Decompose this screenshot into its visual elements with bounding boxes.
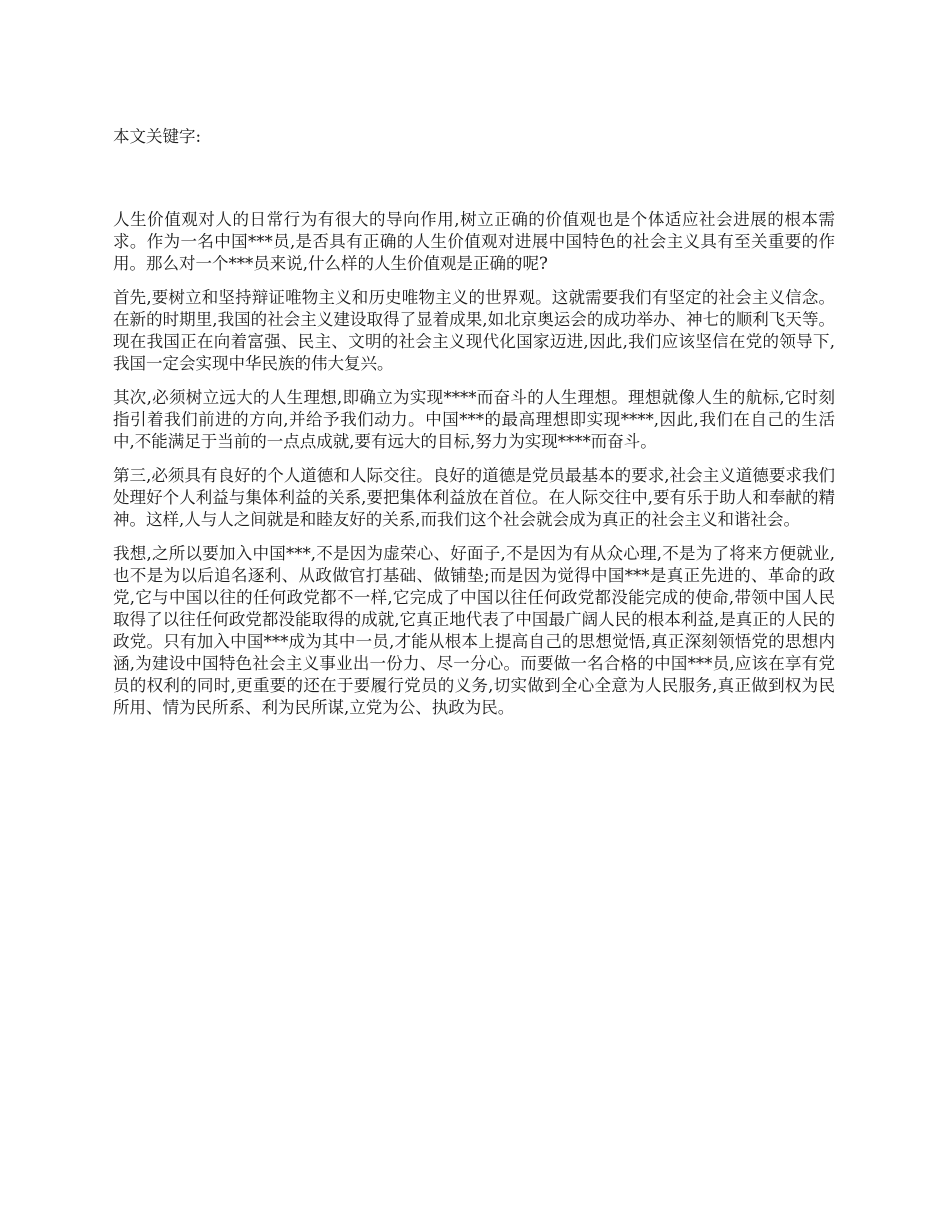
paragraph-second-point: 其次,必须树立远大的人生理想,即确立为实现****而奋斗的人生理想。理想就像人生的航标,它时刻指引着我们前进的方向,并给予我们动力。中国***的最高理想即实现****,因此,我们在自己的生活中,不能满足于当前的一点点成就,要有远大的目标,努力为实现****而奋斗。 [113,388,835,451]
paragraph-intro: 人生价值观对人的日常行为有很大的导向作用,树立正确的价值观也是个体适应社会进展的根本需求。作为一名中国***员,是否具有正确的人生价值观对进展中国特色的社会主义具有至关重要的作用。那么对一个***员来说,什么样的人生价值观是正确的呢? [113,210,835,273]
keywords-label: 本文关键字: [113,127,202,146]
document-body [113,126,835,731]
paragraph-third-point: 第三,必须具有良好的个人道德和人际交往。良好的道德是党员最基本的要求,社会主义道德要求我们处理好个人利益与集体利益的关系,要把集体利益放在首位。在人际交往中,要有乐于助人和奉献的精神。这样,人与人之间就是和睦友好的关系,而我们这个社会就会成为真正的社会主义和谐社会。 [113,466,835,529]
paragraph-first-point: 首先,要树立和坚持辩证唯物主义和历史唯物主义的世界观。这就需要我们有坚定的社会主义信念。在新的时期里,我国的社会主义建设取得了显着成果,如北京奥运会的成功举办、神七的顺利飞天等。现在我国正在向着富强、民主、文明的社会主义现代化国家迈进,因此,我们应该坚信在党的领导下,我国一定会实现中华民族的伟大复兴。 [113,288,835,373]
paragraph-conclusion: 我想,之所以要加入中国***,不是因为虚荣心、好面子,不是因为有从众心理,不是为了将来方便就业,也不是为以后追名逐利、从政做官打基础、做铺垫;而是因为觉得中国***是真正先进的、革命的政党,它与中国以往的任何政党都不一样,它完成了中国以往任何政党都没能完成的使命,带领中国人民取得了以往任何政党都没能取得的成就,它真正地代表了中国最广阔人民的根本利益,是真正的人民的政党。只有加入中国***成为其中一员,才能从根本上提高自己的思想觉悟,真正深刻领悟党的思想内涵,为建设中国特色社会主义事业出一份力、尽一分心。而要做一名合格的中国***员,应该在享有党员的权利的同时,更重要的还在于要履行党员的义务,切实做到全心全意为人民服务,真正做到权为民所用、情为民所系、利为民所谋,立党为公、执政为民。 [113,544,835,717]
